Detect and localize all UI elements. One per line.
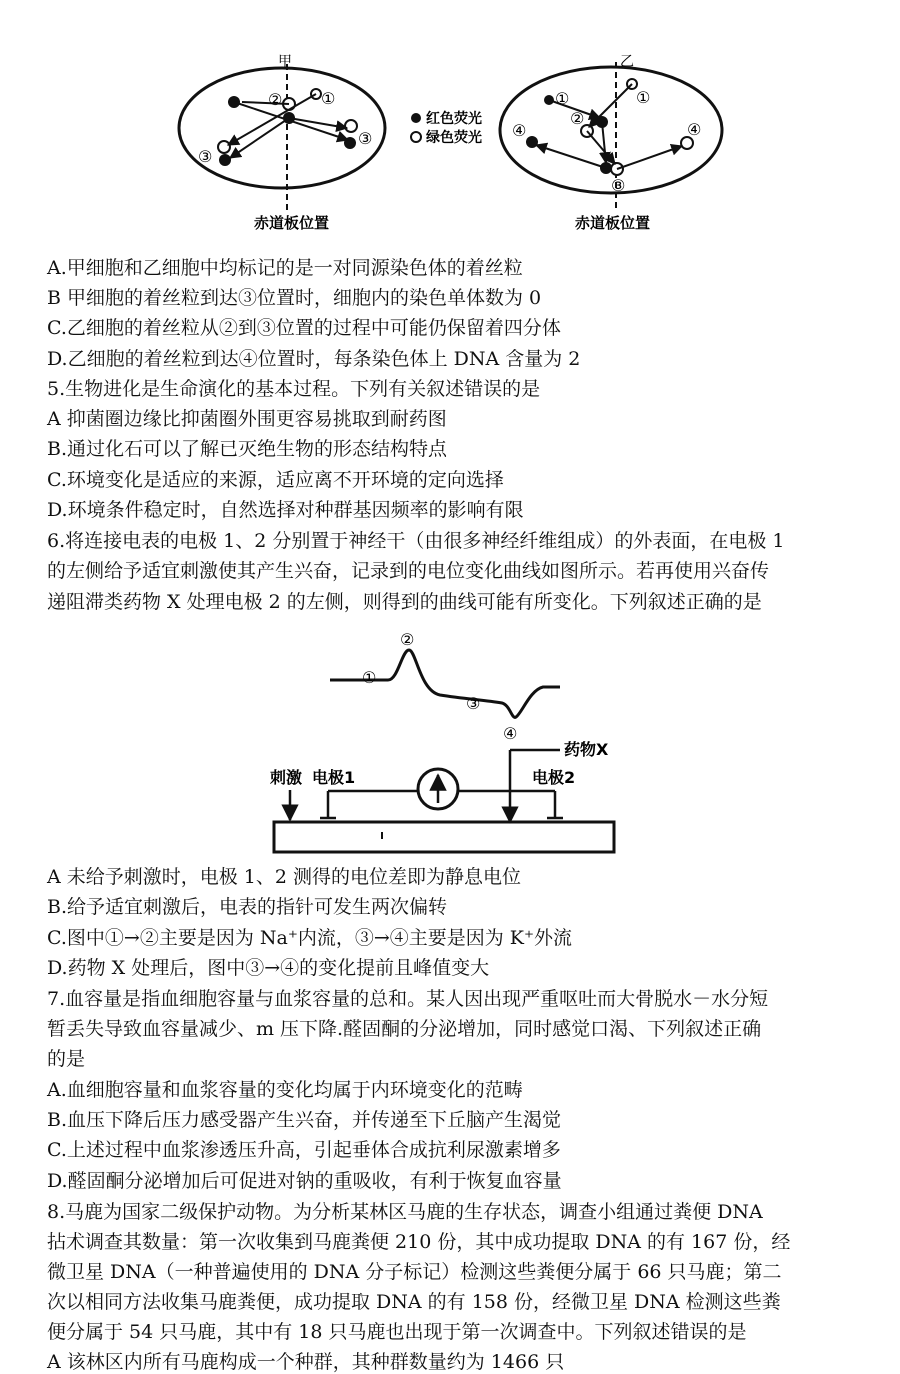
curve-marker-3: ③: [466, 694, 481, 713]
green-marker: [345, 120, 357, 132]
red-marker: [219, 154, 231, 166]
electrode-2-label: 电极2: [532, 768, 576, 787]
q6-option-c: C.图中①→②主要是因为 Na⁺内流，③→④主要是因为 K⁺外流: [47, 927, 573, 949]
q5-option-d: D.环境条件稳定时，自然选择对种群基因频率的影响有限: [47, 499, 524, 521]
q6-stem-line-1: 6.将连接电表的电极 1、2 分别置于神经干（由很多神经纤维组成）的外表面，在电极 1: [47, 530, 785, 552]
cell-a: [179, 54, 385, 232]
marker-1: ①: [321, 89, 336, 108]
q7-option-c: C.上述过程中血浆渗透压升高，引起垂体合成抗利尿激素增多: [47, 1139, 561, 1161]
q5-option-b: B.通过化石可以了解已灭绝生物的形态结构特点: [47, 438, 448, 460]
marker-3: ③: [611, 176, 626, 195]
marker-3: ③: [358, 129, 373, 148]
q4-option-b: B 甲细胞的着丝粒到达③位置时，细胞内的染色单体数为 0: [47, 287, 542, 309]
q5-stem: 5.生物进化是生命演化的基本过程。下列有关叙述错误的是: [47, 378, 541, 400]
q8-option-a: A 该林区内所有马鹿构成一个种群，其种群数量约为 1466 只: [47, 1351, 565, 1373]
q8-stem-line-4: 次以相同方法收集马鹿粪便，成功提取 DNA 的有 158 份，经微卫星 DNA 检测这些粪: [47, 1291, 781, 1313]
q4-option-c: C.乙细胞的着丝粒从②到③位置的过程中可能仍保留着四分体: [47, 317, 561, 339]
galvanometer: [418, 769, 458, 809]
curve-marker-4: ④: [503, 724, 518, 743]
stimulus-label: 刺激: [270, 768, 303, 787]
legend-red: 红色荧光: [426, 111, 482, 127]
marker-4: ④: [512, 121, 527, 140]
nerve-trunk: [274, 822, 614, 852]
equator-label: 赤道板位置: [254, 214, 330, 232]
drug-x-label: 药物X: [564, 740, 609, 759]
q8-stem-line-2: 拈术调查其数量：第一次收集到马鹿粪便 210 份，其中成功提取 DNA 的有 167 份，经: [47, 1231, 791, 1253]
q4-option-a: A.甲细胞和乙细胞中均标记的是一对同源染色体的着丝粒: [47, 257, 523, 279]
q6-option-a: A 未给予刺激时，电极 1、2 测得的电位差即为静息电位: [47, 866, 522, 888]
q5-option-c: C.环境变化是适应的来源，适应离不开环境的定向选择: [47, 469, 504, 491]
q8-stem-line-1: 8.马鹿为国家二级保护动物。为分析某林区马鹿的生存状态，调查小组通过粪便 DNA: [47, 1201, 763, 1223]
nerve-potential-figure: [270, 625, 620, 860]
legend-green: 绿色荧光: [426, 130, 482, 146]
q7-option-d: D.醛固酮分泌增加后可促进对钠的重吸收，有利于恢复血容量: [47, 1170, 562, 1192]
electrode-1-label: 电极1: [312, 768, 356, 787]
green-marker: [218, 141, 230, 153]
cell-a-label: 甲: [278, 54, 292, 70]
q7-option-a: A.血细胞容量和血浆容量的变化均属于内环境变化的范畴: [47, 1079, 523, 1101]
q6-option-b: B.给予适宜刺激后，电表的指针可发生两次偏转: [47, 896, 448, 918]
q6-stem-line-3: 递阻滞类药物 X 处理电极 2 的左侧，则得到的曲线可能有所变化。下列叙述正确的是: [47, 591, 762, 613]
cell-division-figure: [170, 50, 730, 245]
marker-2: ②: [570, 109, 585, 128]
curve-marker-1: ①: [362, 668, 377, 687]
legend: [411, 110, 482, 146]
q8-stem-line-5: 便分属于 54 只马鹿，其中有 18 只马鹿也出现于第一次调查中。下列叙述错误的是: [47, 1321, 747, 1343]
q7-option-b: B.血压下降后压力感受器产生兴奋，并传递至下丘脑产生渴觉: [47, 1109, 562, 1131]
marker-2: ②: [268, 90, 283, 109]
curve-marker-2: ②: [400, 630, 415, 649]
q8-stem-line-3: 微卫星 DNA（一种普遍使用的 DNA 分子标记）检测这些粪便分属于 66 只马鹿；第二: [47, 1261, 782, 1283]
q6-stem-line-2: 的左侧给予适宜刺激使其产生兴奋，记录到的电位变化曲线如图所示。若再使用兴奋传: [47, 560, 770, 582]
q7-stem-line-2: 暂丢失导致血容量减少、m 压下降.醛固酮的分泌增加，同时感觉口渴、下列叙述正确: [47, 1018, 762, 1040]
q4-option-d: D.乙细胞的着丝粒到达④位置时，每条染色体上 DNA 含量为 2: [47, 348, 581, 370]
q5-option-a: A 抑菌圈边缘比抑菌圈外围更容易挑取到耐药图: [47, 408, 447, 430]
q7-stem-line-3: 的是: [47, 1048, 86, 1070]
marker-1: ①: [555, 89, 570, 108]
marker-4: ④: [687, 120, 702, 139]
equator-label: 赤道板位置: [575, 214, 651, 232]
q6-option-d: D.药物 X 处理后，图中③→④的变化提前且峰值变大: [47, 957, 490, 979]
red-legend-dot: [411, 113, 421, 123]
q7-stem-line-1: 7.血容量是指血细胞容量与血浆容量的总和。某人因出现严重呕吐而大骨脱水－水分短: [47, 988, 769, 1010]
cell-b: [500, 54, 722, 232]
cell-b-label: 乙: [620, 54, 634, 70]
marker-3: ③: [198, 147, 213, 166]
red-marker: [526, 136, 538, 148]
marker-1: ①: [636, 88, 651, 107]
green-legend-dot: [411, 132, 421, 142]
